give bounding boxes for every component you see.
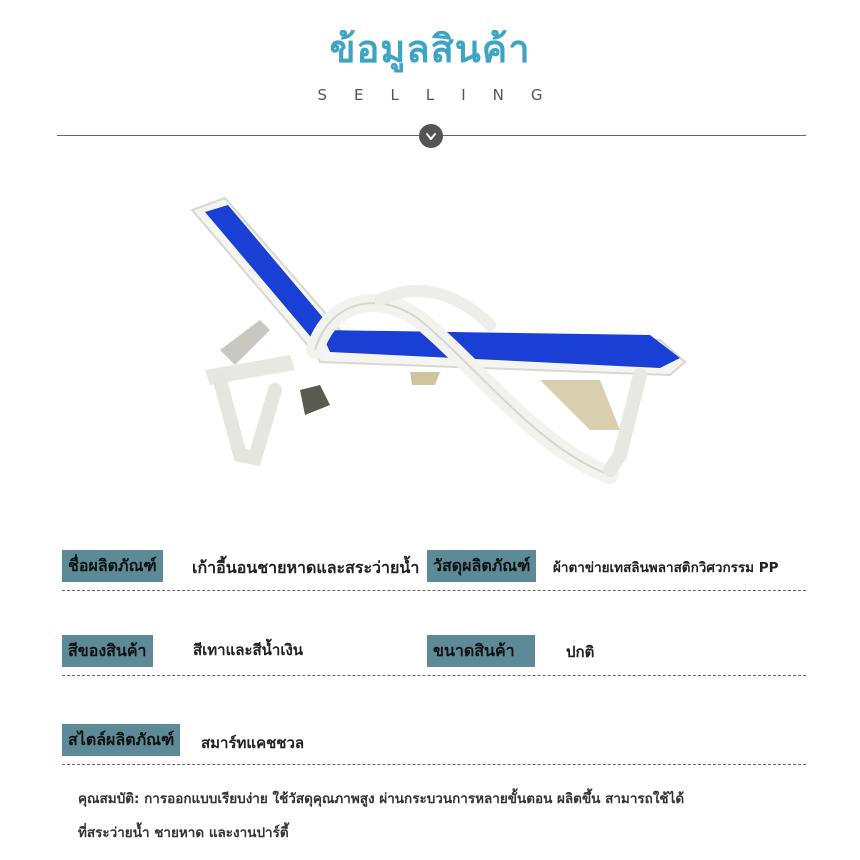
features-line-2: ที่สระว่ายน้ำ ชายหาด และงานปาร์ตี้ [78, 825, 289, 841]
style-value: สมาร์ทแคชชวล [201, 734, 305, 752]
product-name-value: เก้าอี้นอนชายหาดและสระว่ายน้ำ [192, 558, 420, 577]
color-label: สีของสินค้า [62, 635, 153, 667]
product-name-label: ชื่อผลิตภัณฑ์ [62, 550, 163, 582]
row-divider [62, 764, 806, 765]
features-line-1: คุณสมบัติ: การออกแบบเรียบง่าย ใช้วัสดุคุณภาพสูง ผ่านกระบวนการหลายขั้นตอน ผลิตขึ้น สามารถใช้ได้ [78, 791, 685, 807]
material-value: ผ้าตาข่ายเทสลินพลาสติกวิศวกรรม PP [553, 560, 779, 576]
page-subtitle: SELLING [317, 86, 570, 104]
product-image [180, 190, 700, 490]
size-value: ปกติ [566, 643, 595, 661]
features-text [78, 782, 778, 850]
style-label: สไตล์ผลิตภัณฑ์ [62, 724, 180, 756]
page-title: ข้อมูลสินค้า [329, 27, 531, 71]
row-divider [62, 590, 806, 591]
chevron-down-icon [419, 124, 443, 148]
color-value: สีเทาและสีน้ำเงิน [193, 641, 304, 659]
material-label: วัสดุผลิตภัณฑ์ [427, 550, 536, 582]
size-label: ขนาดสินค้า [427, 635, 535, 667]
row-divider [62, 675, 806, 676]
